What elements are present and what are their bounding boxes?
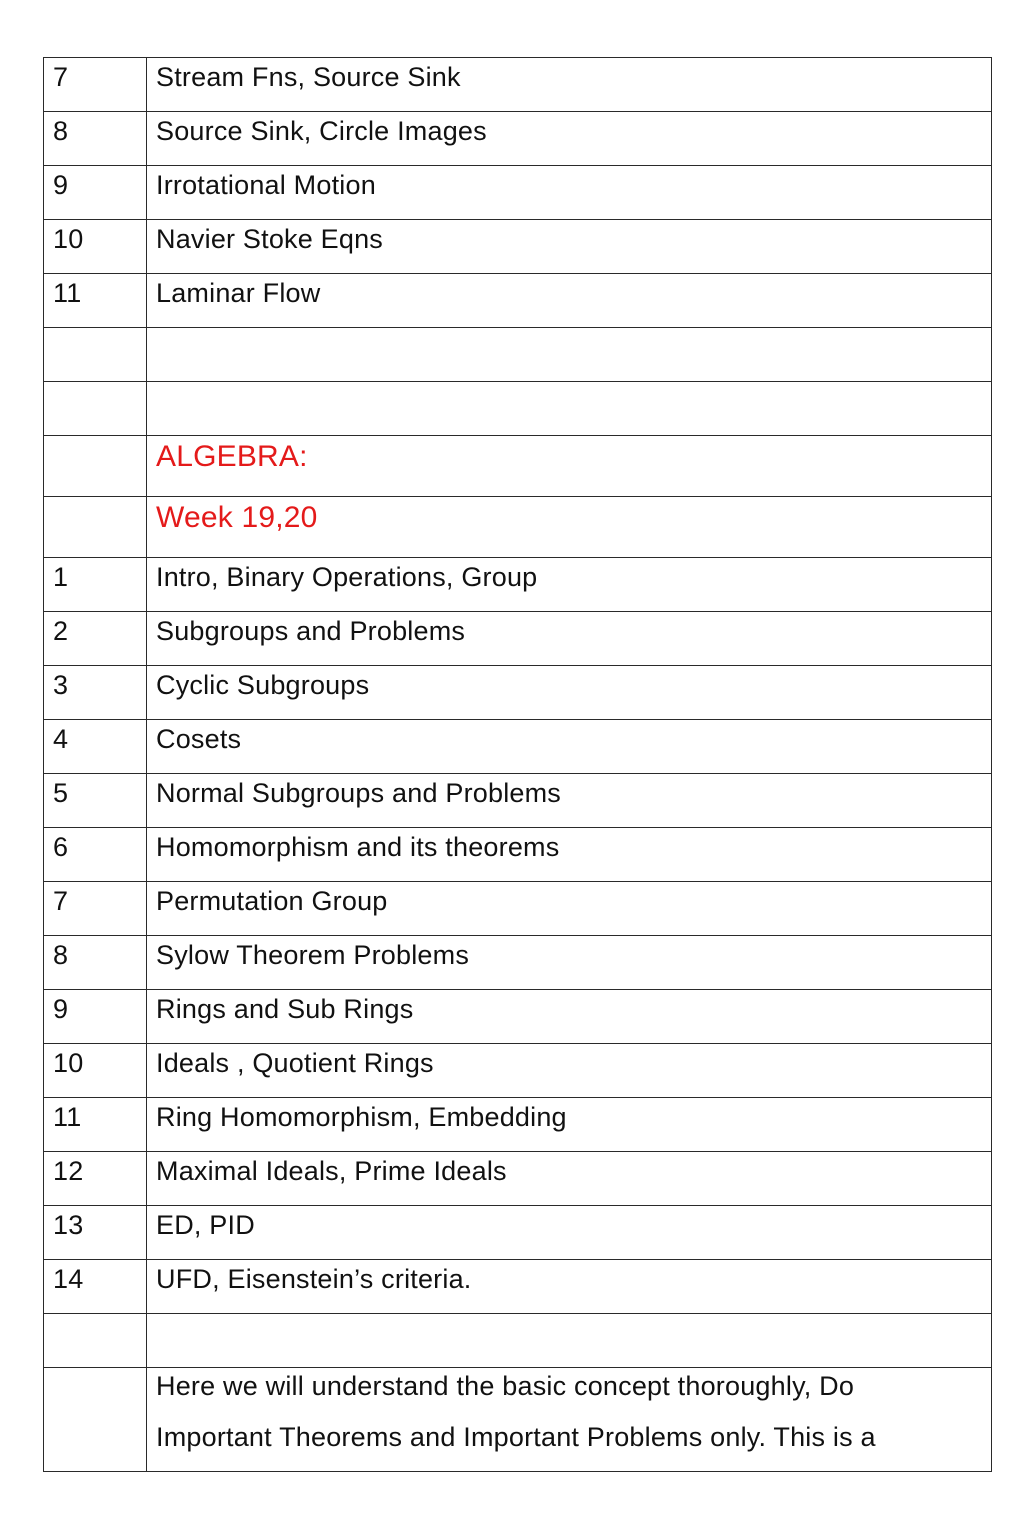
row-topic: Source Sink, Circle Images bbox=[147, 112, 992, 166]
empty-cell bbox=[44, 382, 147, 436]
table-row bbox=[44, 112, 992, 166]
row-number: 10 bbox=[44, 220, 147, 274]
row-topic: Ideals , Quotient Rings bbox=[147, 1044, 992, 1098]
row-topic: Normal Subgroups and Problems bbox=[147, 774, 992, 828]
empty-cell bbox=[147, 328, 992, 382]
row-number: 4 bbox=[44, 720, 147, 774]
table-row bbox=[44, 1152, 992, 1206]
table-row bbox=[44, 720, 992, 774]
row-number: 14 bbox=[44, 1260, 147, 1314]
row-number: 7 bbox=[44, 882, 147, 936]
row-topic: ED, PID bbox=[147, 1206, 992, 1260]
row-topic: Permutation Group bbox=[147, 882, 992, 936]
table-row bbox=[44, 666, 992, 720]
section-weeks-cell bbox=[147, 497, 992, 558]
row-number: 6 bbox=[44, 828, 147, 882]
row-number: 1 bbox=[44, 558, 147, 612]
empty-row bbox=[44, 1314, 992, 1368]
row-topic: Sylow Theorem Problems bbox=[147, 936, 992, 990]
row-number: 7 bbox=[44, 58, 147, 112]
section-title-cell bbox=[147, 436, 992, 497]
empty-cell bbox=[44, 436, 147, 497]
empty-cell bbox=[147, 1314, 992, 1368]
empty-cell bbox=[147, 382, 992, 436]
row-number: 3 bbox=[44, 666, 147, 720]
row-topic: Irrotational Motion bbox=[147, 166, 992, 220]
note-line-2: Important Theorems and Important Problems only. This is a bbox=[156, 1422, 876, 1452]
section-title: ALGEBRA: bbox=[156, 440, 308, 473]
row-topic: Cosets bbox=[147, 720, 992, 774]
table-row bbox=[44, 58, 992, 112]
row-topic: Rings and Sub Rings bbox=[147, 990, 992, 1044]
row-topic: Cyclic Subgroups bbox=[147, 666, 992, 720]
row-number: 11 bbox=[44, 1098, 147, 1152]
row-number: 9 bbox=[44, 990, 147, 1044]
row-number: 8 bbox=[44, 936, 147, 990]
row-topic: Laminar Flow bbox=[147, 274, 992, 328]
note-row bbox=[44, 1368, 992, 1472]
row-topic: Navier Stoke Eqns bbox=[147, 220, 992, 274]
table-row bbox=[44, 612, 992, 666]
row-topic: Intro, Binary Operations, Group bbox=[147, 558, 992, 612]
row-topic: Stream Fns, Source Sink bbox=[147, 58, 992, 112]
note-cell bbox=[147, 1368, 992, 1472]
table-row bbox=[44, 828, 992, 882]
table-row bbox=[44, 1044, 992, 1098]
table-row bbox=[44, 558, 992, 612]
row-topic: Homomorphism and its theorems bbox=[147, 828, 992, 882]
row-number: 5 bbox=[44, 774, 147, 828]
section-weeks-row bbox=[44, 497, 992, 558]
empty-row bbox=[44, 382, 992, 436]
section-title-row bbox=[44, 436, 992, 497]
row-topic: Ring Homomorphism, Embedding bbox=[147, 1098, 992, 1152]
table-row bbox=[44, 990, 992, 1044]
empty-cell bbox=[44, 328, 147, 382]
row-number: 13 bbox=[44, 1206, 147, 1260]
table-row bbox=[44, 936, 992, 990]
empty-row bbox=[44, 328, 992, 382]
row-number: 11 bbox=[44, 274, 147, 328]
table-row bbox=[44, 1260, 992, 1314]
row-topic: UFD, Eisenstein’s criteria. bbox=[147, 1260, 992, 1314]
syllabus-table bbox=[43, 57, 992, 1472]
row-number: 12 bbox=[44, 1152, 147, 1206]
row-topic: Maximal Ideals, Prime Ideals bbox=[147, 1152, 992, 1206]
table-row bbox=[44, 1206, 992, 1260]
row-topic: Subgroups and Problems bbox=[147, 612, 992, 666]
section-weeks: Week 19,20 bbox=[156, 501, 318, 534]
table-row bbox=[44, 1098, 992, 1152]
empty-cell bbox=[44, 1368, 147, 1472]
table-row bbox=[44, 166, 992, 220]
row-number: 10 bbox=[44, 1044, 147, 1098]
table-row bbox=[44, 882, 992, 936]
note-line-1: Here we will understand the basic concept thoroughly, Do bbox=[156, 1371, 855, 1401]
empty-cell bbox=[44, 497, 147, 558]
table-row bbox=[44, 220, 992, 274]
table-row bbox=[44, 774, 992, 828]
empty-cell bbox=[44, 1314, 147, 1368]
row-number: 2 bbox=[44, 612, 147, 666]
row-number: 9 bbox=[44, 166, 147, 220]
table-row bbox=[44, 274, 992, 328]
row-number: 8 bbox=[44, 112, 147, 166]
